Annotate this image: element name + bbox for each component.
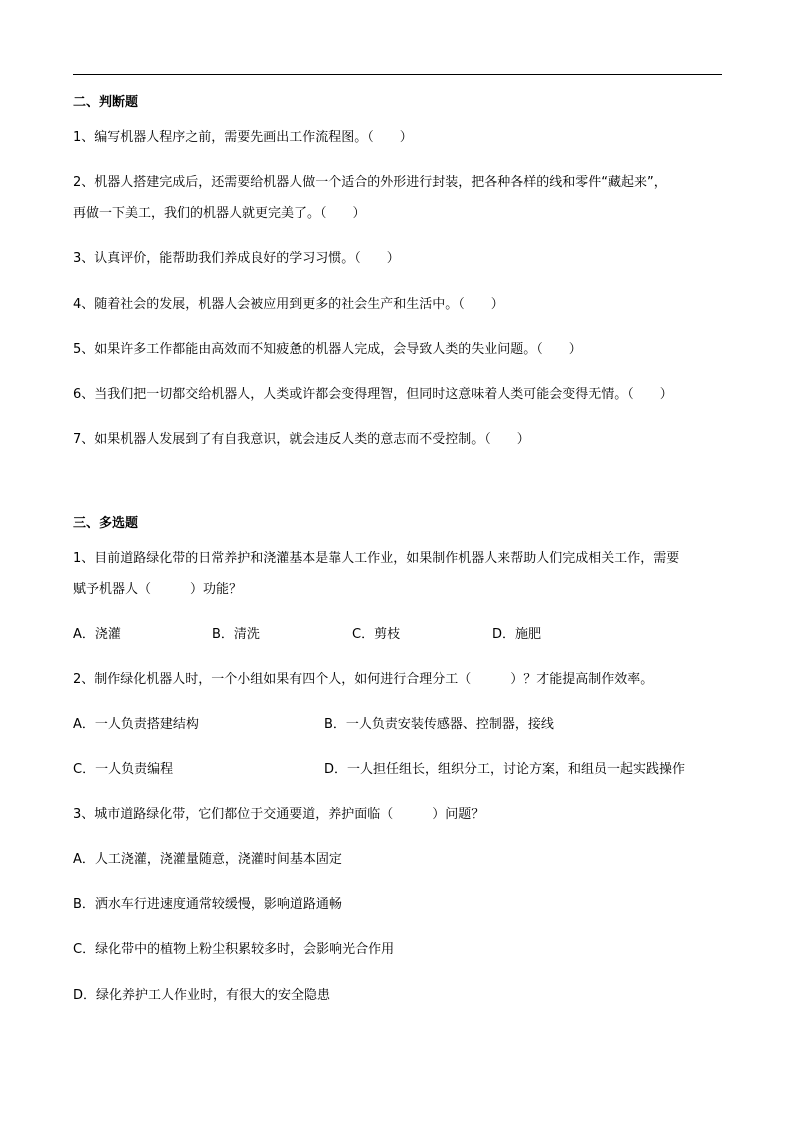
tf-question-3: 3、认真评价，能帮助我们养成良好的学习习惯。（ ） [73, 251, 400, 266]
mc-q1-option-b: B．清洗 [212, 627, 260, 642]
mc-question-3: 3、城市道路绿化带，它们都位于交通要道，养护面临（ ）问题？ [73, 807, 485, 822]
tf-question-4: 4、随着社会的发展，机器人会被应用到更多的社会生产和生活中。（ ） [73, 297, 504, 312]
mc-q1-option-c: C．剪枝 [352, 627, 401, 642]
mc-q3-option-b: B．洒水车行进速度通常较缓慢，影响道路通畅 [73, 897, 342, 912]
tf-question-1: 1、编写机器人程序之前，需要先画出工作流程图。（ ） [73, 130, 413, 145]
tf-question-2-line1: 2、机器人搭建完成后，还需要给机器人做一个适合的外形进行封装，把各种各样的线和零件“藏起来”， [73, 175, 667, 190]
mc-question-2: 2、制作绿化机器人时，一个小组如果有四个人，如何进行合理分工（ ）？才能提高制作效率。 [73, 672, 654, 687]
tf-question-5: 5、如果许多工作都能由高效而不知疲惫的机器人完成，会导致人类的失业问题。（ ） [73, 342, 582, 357]
mc-q3-option-c: C．绿化带中的植物上粉尘积累较多时，会影响光合作用 [73, 942, 395, 957]
tf-question-6: 6、当我们把一切都交给机器人，人类或许都会变得理智，但同时这意味着人类可能会变得无情。（ ） [73, 387, 673, 402]
mc-question-1-line1: 1、目前道路绿化带的日常养护和浇灌基本是靠人工作业，如果制作机器人来帮助人们完成相关工作，需要 [73, 551, 680, 566]
mc-q3-option-a: A．人工浇灌，浇灌量随意，浇灌时间基本固定 [73, 852, 342, 867]
tf-question-2-line2: 再做一下美工，我们的机器人就更完美了。（ ） [73, 206, 366, 221]
mc-q2-option-c: C．一人负责编程 [73, 762, 174, 777]
section-heading-true-false: 二、判断题 [73, 95, 139, 110]
mc-question-1-line2: 赋予机器人（ ）功能？ [73, 582, 243, 597]
mc-q1-option-d: D．施肥 [492, 627, 542, 642]
header-divider [73, 74, 722, 75]
section-heading-multiple-choice: 三、多选题 [73, 516, 139, 531]
mc-q2-option-d: D．一人担任组长，组织分工，讨论方案，和组员一起实践操作 [324, 762, 686, 777]
mc-q1-option-a: A．浇灌 [73, 627, 121, 642]
mc-q3-option-d: D．绿化养护工人作业时，有很大的安全隐患 [73, 988, 331, 1003]
mc-q2-option-a: A．一人负责搭建结构 [73, 717, 199, 732]
tf-question-7: 7、如果机器人发展到了有自我意识，就会违反人类的意志而不受控制。（ ） [73, 432, 530, 447]
mc-q2-option-b: B．一人负责安装传感器、控制器，接线 [324, 717, 554, 732]
